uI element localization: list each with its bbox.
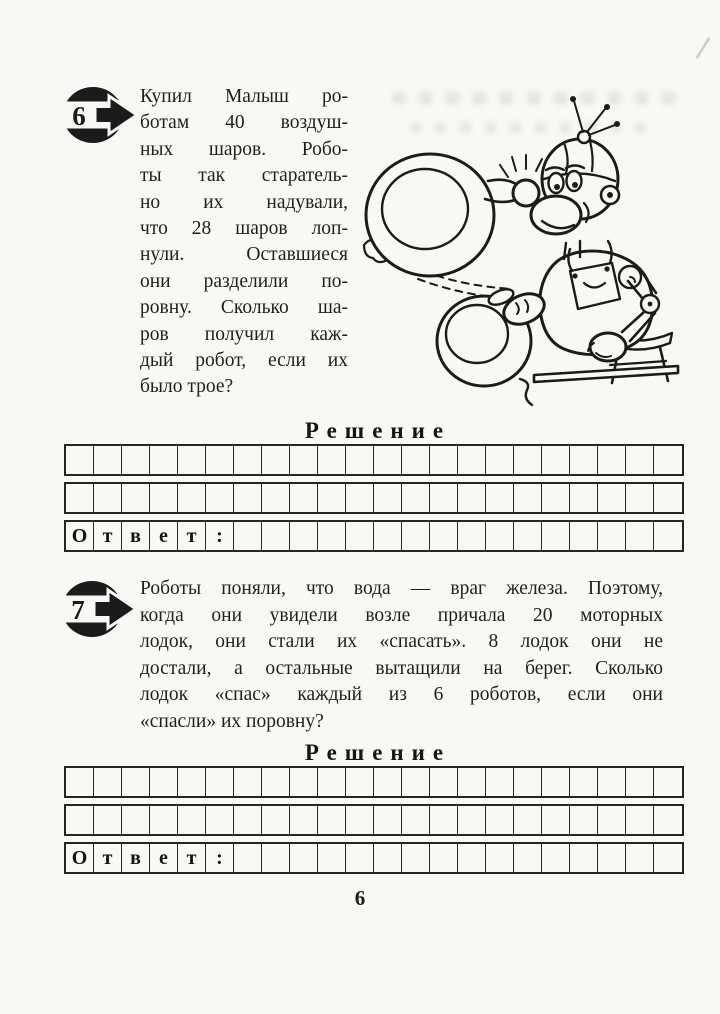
grid-cell — [542, 768, 570, 796]
solution-section-2 — [64, 740, 684, 880]
grid-cell — [458, 484, 486, 512]
grid-cell — [150, 446, 178, 474]
text-line: ных шаров. Робо- — [140, 138, 348, 160]
text-line: когда они увидели возле причала 20 моторных — [140, 604, 663, 626]
grid-cell — [598, 806, 626, 834]
grid-cell — [206, 446, 234, 474]
grid-cell — [290, 446, 318, 474]
grid-cell — [234, 484, 262, 512]
grid-cell — [262, 484, 290, 512]
grid-cell — [570, 806, 598, 834]
answer-letter-cell: : — [206, 522, 234, 550]
text-line: но их надували, — [140, 191, 348, 213]
text-line: они разделили по- — [140, 270, 348, 292]
grid-cell — [458, 522, 486, 550]
grid-cell — [290, 844, 318, 872]
grid-cell — [94, 768, 122, 796]
grid-cell — [150, 484, 178, 512]
text-line: дый робот, если их — [140, 350, 348, 372]
grid-cell — [626, 446, 654, 474]
grid-cell — [458, 806, 486, 834]
solution-header: Решение — [304, 418, 452, 443]
grid-cell — [178, 446, 206, 474]
grid-cell — [570, 522, 598, 550]
grid-cell — [66, 484, 94, 512]
robot-inflating-balloons-illustration — [358, 85, 690, 415]
grid-cell — [122, 446, 150, 474]
grid-cell — [626, 844, 654, 872]
grid-cell — [486, 844, 514, 872]
grid-cell — [94, 446, 122, 474]
grid-cell — [542, 806, 570, 834]
problem-6-number: 6 — [72, 101, 86, 131]
grid-cell — [570, 844, 598, 872]
solution-grid-row — [64, 482, 684, 514]
grid-cell — [262, 522, 290, 550]
grid-cell — [94, 484, 122, 512]
grid-cell — [626, 522, 654, 550]
grid-cell — [514, 844, 542, 872]
grid-cell — [598, 446, 626, 474]
grid-cell — [234, 768, 262, 796]
text-line: ровну. Сколько ша- — [140, 297, 348, 319]
answer-letter-cell: О — [66, 844, 94, 872]
grid-cell — [262, 768, 290, 796]
grid-cell — [234, 522, 262, 550]
text-line: достали, а остальные вытащили на берег. Сколько — [140, 657, 663, 679]
answer-letter-cell: т — [178, 522, 206, 550]
grid-cell — [346, 844, 374, 872]
grid-cell — [486, 484, 514, 512]
text-line: ров получил каж- — [140, 323, 348, 345]
grid-cell — [570, 446, 598, 474]
nose — [513, 180, 539, 206]
text-line: нули. Оставшиеся — [140, 244, 348, 266]
grid-cell — [290, 806, 318, 834]
grid-cell — [318, 522, 346, 550]
problem-7-badge — [61, 578, 139, 640]
grid-cell — [402, 522, 430, 550]
grid-cell — [374, 522, 402, 550]
grid-cell — [374, 484, 402, 512]
grid-cell — [486, 768, 514, 796]
grid-cell — [234, 806, 262, 834]
grid-cell — [430, 484, 458, 512]
grid-cell — [206, 768, 234, 796]
grid-cell — [598, 844, 626, 872]
grid-cell — [626, 768, 654, 796]
answer-letter-cell: в — [122, 844, 150, 872]
text-line: лодок «спас» каждый из 6 роботов, если они — [140, 684, 663, 706]
grid-cell — [598, 768, 626, 796]
text-line: «спасли» их поровну? — [140, 710, 324, 732]
text-line: ботам 40 воздуш- — [140, 112, 348, 134]
grid-cell — [430, 768, 458, 796]
grid-cell — [234, 844, 262, 872]
answer-row — [64, 520, 684, 552]
grid-cell — [514, 806, 542, 834]
grid-cell — [514, 446, 542, 474]
grid-cell — [430, 806, 458, 834]
grid-cell — [458, 768, 486, 796]
grid-cell — [318, 484, 346, 512]
grid-cell — [262, 446, 290, 474]
grid-cell — [486, 446, 514, 474]
grid-cell — [626, 806, 654, 834]
grid-cell — [122, 768, 150, 796]
grid-cell — [66, 768, 94, 796]
grid-cell — [234, 446, 262, 474]
grid-cell — [290, 768, 318, 796]
solution-grid-row — [64, 804, 684, 836]
grid-cell — [318, 446, 346, 474]
grid-cell — [122, 484, 150, 512]
answer-letter-cell: е — [150, 522, 178, 550]
grid-cell — [262, 844, 290, 872]
bench-board — [534, 366, 678, 382]
grid-cell — [262, 806, 290, 834]
grid-cell — [346, 806, 374, 834]
grid-cell — [402, 844, 430, 872]
answer-letter-cell: : — [206, 844, 234, 872]
grid-cell — [374, 806, 402, 834]
answer-letter-cell: е — [150, 844, 178, 872]
grid-cell — [206, 806, 234, 834]
grid-cell — [654, 768, 682, 796]
text-line: что 28 шаров лоп- — [140, 218, 348, 240]
grid-cell — [346, 446, 374, 474]
grid-cell — [150, 806, 178, 834]
grid-cell — [458, 844, 486, 872]
solution-grid-row — [64, 444, 684, 476]
grid-cell — [514, 522, 542, 550]
grid-cell — [402, 446, 430, 474]
solution-header: Решение — [304, 740, 452, 765]
grid-cell — [654, 446, 682, 474]
antennas — [570, 96, 620, 135]
grid-cell — [458, 446, 486, 474]
grid-cell — [402, 768, 430, 796]
grid-cell — [570, 768, 598, 796]
grid-cell — [430, 522, 458, 550]
text-line: лодок, они стали их «спасать». 8 лодок они не — [140, 631, 663, 653]
grid-cell — [318, 768, 346, 796]
grid-cell — [374, 844, 402, 872]
problem-7-number: 7 — [71, 595, 85, 625]
grid-cell — [486, 806, 514, 834]
grid-cell — [178, 806, 206, 834]
problem-6-badge — [62, 84, 140, 146]
grid-cell — [542, 484, 570, 512]
text-line: Роботы поняли, что вода — враг железа. Поэтому, — [140, 578, 663, 599]
grid-cell — [598, 522, 626, 550]
text-line: было трое? — [140, 376, 234, 398]
text-line: Купил Малыш ро- — [140, 86, 348, 107]
grid-cell — [290, 484, 318, 512]
grid-cell — [654, 844, 682, 872]
grid-cell — [486, 522, 514, 550]
solution-grid-row — [64, 766, 684, 798]
big-balloon — [366, 154, 524, 276]
answer-row — [64, 842, 684, 874]
answer-letter-cell: т — [178, 844, 206, 872]
problem-6-text — [140, 84, 348, 401]
problem-7-text — [140, 576, 663, 736]
grid-cell — [150, 768, 178, 796]
grid-cell — [290, 522, 318, 550]
grid-cell — [430, 446, 458, 474]
grid-cell — [654, 484, 682, 512]
grid-cell — [402, 806, 430, 834]
grid-cell — [374, 768, 402, 796]
grid-cell — [430, 844, 458, 872]
grid-cell — [570, 484, 598, 512]
grid-cell — [514, 768, 542, 796]
answer-letter-cell: О — [66, 522, 94, 550]
grid-cell — [206, 484, 234, 512]
answer-letter-cell: т — [94, 844, 122, 872]
grid-cell — [178, 768, 206, 796]
grid-cell — [318, 806, 346, 834]
answer-letter-cell: т — [94, 522, 122, 550]
grid-cell — [514, 484, 542, 512]
page-number: 6 — [354, 886, 366, 910]
grid-cell — [122, 806, 150, 834]
solution-section-1 — [64, 418, 684, 558]
grid-cell — [318, 844, 346, 872]
grid-cell — [346, 522, 374, 550]
grid-cell — [626, 484, 654, 512]
grid-cell — [542, 844, 570, 872]
grid-cell — [66, 806, 94, 834]
grid-cell — [402, 484, 430, 512]
grid-cell — [346, 484, 374, 512]
grid-cell — [598, 484, 626, 512]
grid-cell — [542, 446, 570, 474]
sparkle-lines — [500, 155, 542, 177]
grid-cell — [654, 522, 682, 550]
grid-cell — [346, 768, 374, 796]
text-line: ты так старатель- — [140, 165, 348, 187]
scan-corner-mark — [696, 37, 710, 58]
grid-cell — [178, 484, 206, 512]
grid-cell — [654, 806, 682, 834]
grid-cell — [66, 446, 94, 474]
grid-cell — [374, 446, 402, 474]
answer-letter-cell: в — [122, 522, 150, 550]
grid-cell — [542, 522, 570, 550]
grid-cell — [94, 806, 122, 834]
